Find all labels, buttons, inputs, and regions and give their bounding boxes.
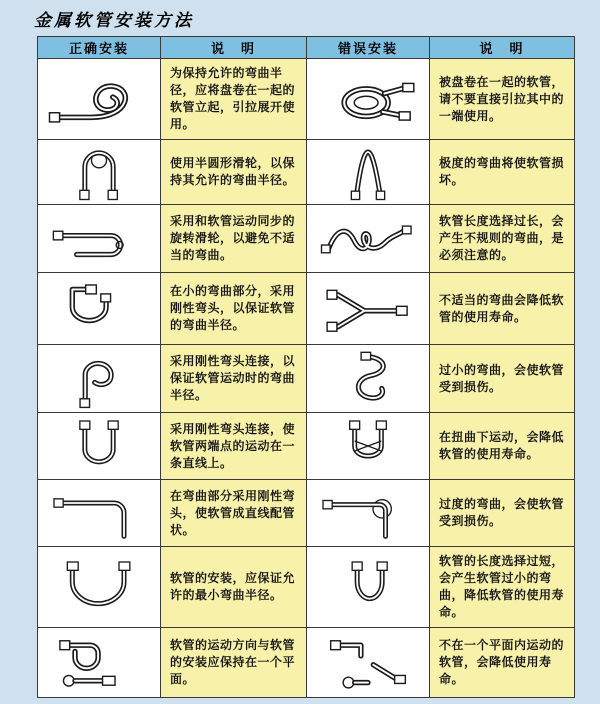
wrong-description: 过度的弯曲，会使软管受到损伤。 — [430, 480, 575, 547]
correct-illustration-cell — [38, 628, 161, 698]
correct-description: 采用刚性弯头连接，以保证软管运动时的弯曲半径。 — [161, 345, 307, 413]
table-row — [38, 205, 575, 273]
table-row — [38, 345, 575, 413]
elbow-hook-icon — [44, 348, 154, 410]
tight-u-bend-icon — [313, 557, 423, 617]
out-of-plane-icon — [312, 631, 424, 695]
irregular-bend-icon — [312, 208, 424, 270]
correct-illustration-cell — [38, 345, 161, 413]
correct-description: 为保持允许的弯曲半径，应将盘卷在一起的软管立起，引拉展开使用。 — [161, 59, 307, 140]
wrong-description: 过小的弯曲，会使软管受到损伤。 — [430, 345, 575, 413]
table-row — [38, 273, 575, 345]
correct-description: 采用和软管运动同步的旋转滑轮，以避免不适当的弯曲。 — [161, 205, 307, 273]
twisted-u-hose-icon — [313, 416, 423, 476]
wrong-illustration-cell — [307, 205, 430, 273]
semicircular-pulley-icon — [44, 142, 154, 202]
wrong-description: 不适当的弯曲会降低软管的使用寿命。 — [430, 273, 575, 345]
correct-illustration-cell — [38, 413, 161, 480]
rigid-elbow-loop-icon — [43, 277, 155, 341]
wrong-illustration-cell — [307, 59, 430, 140]
wide-u-bend-icon — [44, 557, 154, 617]
table-row — [38, 140, 575, 205]
wrong-illustration-cell — [307, 480, 430, 547]
table-row — [38, 480, 575, 547]
correct-illustration-cell — [38, 547, 161, 628]
correct-description: 软管的运动方向与软管的安装应保持在一个平面。 — [161, 628, 307, 698]
header-correct-install: 正确安装 — [38, 37, 161, 59]
wrong-description: 极度的弯曲将使软管损坏。 — [430, 140, 575, 205]
header-wrong-install: 错误安装 — [307, 37, 430, 59]
table-row — [38, 547, 575, 628]
overbent-corner-icon — [312, 483, 424, 543]
header-description-correct: 说 明 — [161, 37, 307, 59]
wrong-illustration-cell — [307, 273, 430, 345]
table-row — [38, 59, 575, 140]
s-hook-icon — [313, 348, 423, 410]
correct-illustration-cell — [38, 205, 161, 273]
page-title: 金属软管安装方法 — [34, 11, 194, 31]
one-plane-trap-icon — [43, 631, 155, 695]
rotating-pulley-icon — [43, 208, 155, 270]
correct-description: 使用半圆形滑轮，以保持其允许的弯曲半径。 — [161, 140, 307, 205]
wrong-description: 软管的长度选择过短，会产生软管过小的弯曲，降低软管的使用寿命。 — [430, 547, 575, 628]
coiled-hose-pulled-icon — [311, 66, 425, 132]
correct-illustration-cell — [38, 480, 161, 547]
correct-description: 在弯曲部分采用刚性弯头，使软管成直线配管状。 — [161, 480, 307, 547]
table-row — [38, 628, 575, 698]
correct-illustration-cell — [38, 140, 161, 205]
wrong-illustration-cell — [307, 345, 430, 413]
correct-description: 在小的弯曲部分，采用刚性弯头，以保证软管的弯曲半径。 — [161, 273, 307, 345]
wrong-description: 被盘卷在一起的软管，请不要直接引拉其中的一端使用。 — [430, 59, 575, 140]
wrong-description: 软管长度选择过长，会产生不规则的弯曲，是必须注意的。 — [430, 205, 575, 273]
wrong-description: 在扭曲下运动，会降低软管的使用寿命。 — [430, 413, 575, 480]
wrong-description: 不在一个平面内运动的软管，会降低使用寿命。 — [430, 628, 575, 698]
correct-description: 采用刚性弯头连接，使软管两端点的运动在一条直线上。 — [161, 413, 307, 480]
u-hose-icon — [44, 416, 154, 476]
wrong-illustration-cell — [307, 628, 430, 698]
elbow-straight-run-icon — [43, 483, 155, 543]
wrong-illustration-cell — [307, 140, 430, 205]
header-description-wrong: 说 明 — [430, 37, 575, 59]
hose-installation-table — [37, 36, 575, 698]
correct-illustration-cell — [38, 59, 161, 140]
header-row — [38, 37, 575, 59]
uncoiling-hose-icon — [42, 66, 156, 132]
sharp-y-bend-icon — [312, 277, 424, 341]
correct-description: 软管的安装，应保证允许的最小弯曲半径。 — [161, 547, 307, 628]
correct-illustration-cell — [38, 273, 161, 345]
wrong-illustration-cell — [307, 413, 430, 480]
wrong-illustration-cell — [307, 547, 430, 628]
table-row — [38, 413, 575, 480]
hairpin-bend-icon — [313, 142, 423, 202]
